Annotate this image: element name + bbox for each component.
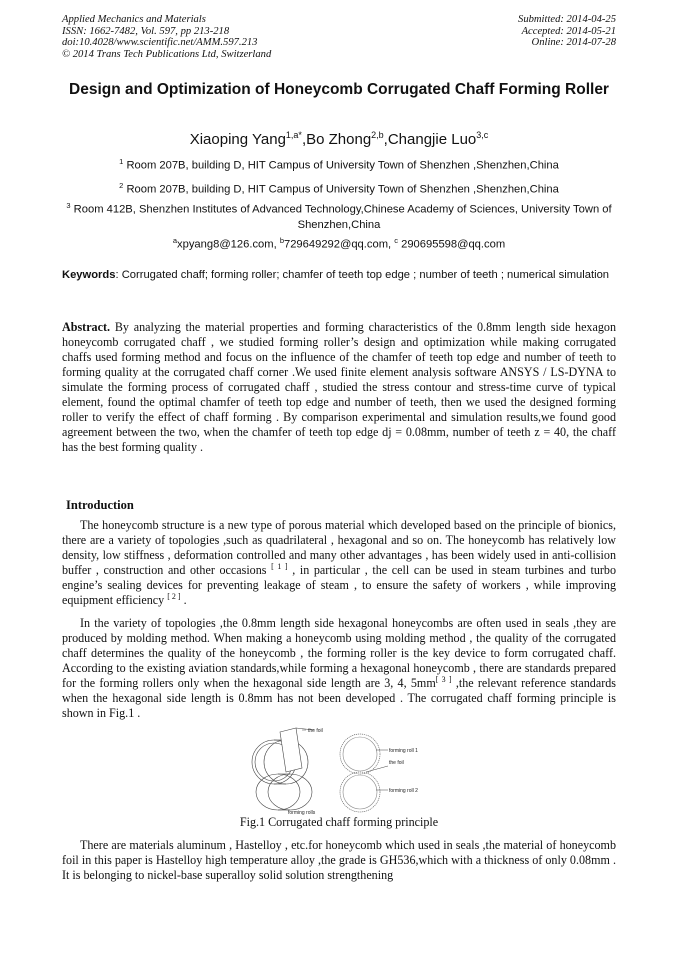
keywords-block: Keywords: Corrugated chaff; forming roller; chamfer of teeth top edge ; number of teeth ; numerical simulation bbox=[62, 269, 610, 281]
journal-header-left bbox=[62, 14, 271, 60]
author-name: Bo Zhong bbox=[306, 131, 372, 148]
introduction-heading: Introduction bbox=[66, 498, 134, 512]
issn-line: ISSN: 1662-7482, Vol. 597, pp 213-218 bbox=[62, 25, 230, 37]
affiliation-1 bbox=[62, 154, 616, 174]
label-foil-mid: the foil bbox=[389, 760, 404, 766]
label-roll-2: forming roll 2 bbox=[389, 788, 418, 794]
email-mark: a bbox=[172, 236, 178, 245]
affiliation-number: 2 bbox=[119, 181, 124, 190]
paragraph-text: The honeycomb structure is a new type of porous material which developed based on the principle of bionics, there are a variety of topologies ,such as quadrilateral , hexagonal and so on. The honeycomb has relatively low density, low stiffness , deformation controlled and many other advantages , has been widely used in anti-collision buffer , construction and other occasions bbox=[62, 518, 616, 577]
intro-paragraph-3: There are materials aluminum , Hastelloy , etc.for honeycomb which used in seals ,the material of honeycomb foil in this paper is Hastelloy high temperature alloy ,the grade is GH536,which with a thickness of only 0.08mm . It is belonging to nickel-base superalloy solid solution strengthening bbox=[62, 838, 616, 882]
affiliation-text: Room 207B, building D, HIT Campus of University Town of Shenzhen ,Shenzhen,China bbox=[126, 159, 559, 172]
affiliation-3 bbox=[62, 198, 616, 233]
citation-ref[interactable]: [ 1 ] bbox=[271, 561, 288, 571]
paragraph-text: , in particular , the cell can be used in steam turbines and turbo engine’s sealing devices for preventing leakage of steam , to ensure the safety of workers , while improving equipment efficiency bbox=[62, 563, 616, 607]
author-affiliation-mark: 3,c bbox=[476, 130, 489, 140]
intro-paragraph-2 bbox=[62, 616, 616, 721]
author-emails: $^a$xpyang8@126.com, $^b$729649292@qq.com, $^c$ 290695598@qq.com bbox=[172, 236, 506, 251]
keywords-label: Keywords bbox=[62, 269, 116, 281]
paragraph-text: ,the relevant reference standards when the hexagonal side length is 0.8mm has not been developed . The corrugated chaff forming principle is shown in Fig.1 . bbox=[62, 676, 616, 720]
author-name: Xiaoping Yang bbox=[189, 131, 286, 148]
citation-ref[interactable]: [ 3 ] bbox=[435, 674, 452, 684]
label-roll-1: forming roll 1 bbox=[389, 748, 418, 754]
label-foil-top: the foil bbox=[308, 728, 323, 734]
email-mark: b bbox=[279, 236, 284, 245]
abstract-text: By analyzing the material properties and forming characteristics of the 0.8mm length side hexagon honeycomb corrugated chaff , we studied forming roller’s design and optimization while making corrugated chaffs used forming method and focus on the influence of the chamfer of teeth top edge and number of teeth to forming quality at the corrugated chaff corner .We used finite element analysis software ANSYS / LS-DYNA to simulate the forming process of corrugated chaff , studied the stress contour and stress-time curve of typical element, found the optimal chamfer of teeth top edge and number of teeth, then we used the designed forming roller to verify the effect of chaff forming . By comparison experimental and simulation results,we found good agreement between the two, when the chamfer of teeth top edge dj = 0.08mm, number of teeth z = 40, the chaff has the best forming quality . bbox=[62, 320, 616, 454]
figure-caption: Fig.1 Corrugated chaff forming principle bbox=[239, 815, 439, 829]
affiliation-text: Room 207B, building D, HIT Campus of University Town of Shenzhen ,Shenzhen,China bbox=[126, 183, 559, 196]
paragraph-text: In the variety of topologies ,the 0.8mm length side hexagonal honeycombs are often used in seals ,they are produced by molding method. When making a honeycomb using molding method , the quality of the corrugated chaff determines the quality of the honeycomb , the forming roller is the key device to form corrugated chaff. According to the existing aviation standards,while forming a hexagonal honeycomb , there are standards prepared for the forming rollers only when the hexagonal side length are 3, 4, 5mm bbox=[62, 616, 616, 690]
paper-title: Design and Optimization of Honeycomb Corrugated Chaff Forming Roller bbox=[69, 81, 609, 98]
affiliation-text: Room 412B, Shenzhen Institutes of Advanced Technology,Chinese Academy of Sciences, University Town of Shenzhen,China bbox=[73, 203, 612, 231]
journal-header-right bbox=[518, 14, 616, 49]
journal-name: Applied Mechanics and Materials bbox=[62, 14, 206, 25]
intro-paragraph-1 bbox=[62, 518, 616, 608]
forming-rolls-illustration bbox=[252, 728, 314, 810]
doi-line: doi:10.4028/www.scientific.net/AMM.597.213 bbox=[62, 37, 258, 48]
affiliation-number: 3 bbox=[66, 201, 71, 210]
accepted-date: Accepted: 2014-05-21 bbox=[521, 25, 616, 37]
copyright-line: © 2014 Trans Tech Publications Ltd, Switzerland bbox=[62, 48, 272, 60]
online-date: Online: 2014-07-28 bbox=[531, 37, 616, 48]
label-forming-rolls: forming rolls bbox=[288, 810, 316, 816]
author-name: Changjie Luo bbox=[387, 131, 477, 148]
forming-rolls-schematic bbox=[340, 734, 380, 812]
paragraph-text: . bbox=[183, 593, 187, 607]
citation-ref[interactable]: [ 2 ] bbox=[167, 591, 181, 601]
author-affiliation-mark: 2,b bbox=[371, 130, 384, 140]
affiliation-number: 1 bbox=[119, 157, 124, 166]
abstract-label: Abstract. bbox=[62, 320, 111, 334]
author-list: Xiaoping Yang$^{1,a*}$,Bo Zhong$^{2,b}$,Changjie Luo$^{3,c}$ bbox=[189, 130, 489, 148]
keywords-text: Corrugated chaff; forming roller; chamfer of teeth top edge ; number of teeth ; numerical simulation bbox=[121, 269, 610, 281]
author-affiliation-mark: 1,a* bbox=[285, 130, 302, 140]
submitted-date: Submitted: 2014-04-25 bbox=[518, 14, 616, 25]
affiliation-2 bbox=[62, 178, 616, 198]
forming-principle-figure bbox=[236, 726, 432, 816]
email-mark: c bbox=[394, 236, 398, 245]
email-address[interactable]: 290695598@qq.com bbox=[401, 238, 506, 251]
email-address[interactable]: xpyang8@126.com bbox=[177, 238, 274, 251]
email-address[interactable]: 729649292@qq.com bbox=[283, 238, 389, 251]
abstract-block bbox=[62, 320, 616, 455]
